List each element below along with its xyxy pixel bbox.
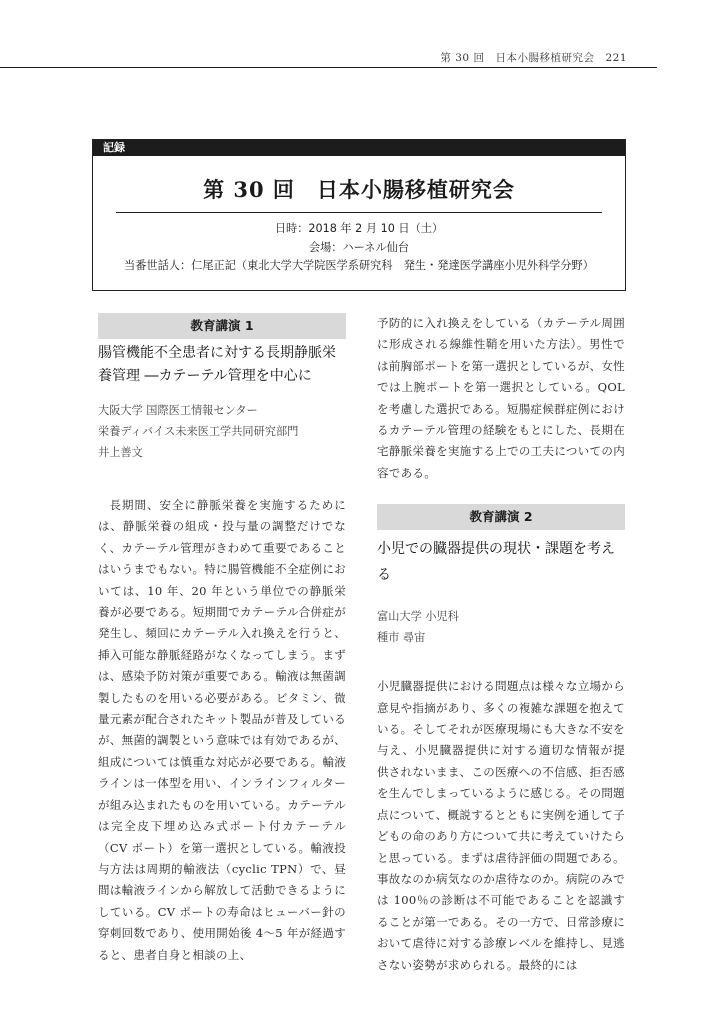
lecture2-label: 教育講演 2 xyxy=(377,504,625,530)
record-box xyxy=(92,139,626,291)
lecture1-label: 教育講演 1 xyxy=(98,313,346,339)
meeting-venue: 会場：ハーネル仙台 xyxy=(308,240,410,254)
lecture1-affiliation-line: 大阪大学 国際医工情報センター xyxy=(98,404,258,417)
meeting-info xyxy=(93,220,625,276)
meeting-organizer: 当番世話人：仁尾正記（東北大学大学院医学系研究科 発生・発達医学講座小児外科学分野） xyxy=(124,259,594,272)
lecture1-title: 腸管機能不全患者に対する長期静脈栄養管理 ―カテーテル管理を中心に xyxy=(98,345,336,384)
lecture2-affiliation xyxy=(377,606,625,648)
lecture1-affiliation-line: 栄養ディバイス未来医工学共同研究部門 xyxy=(98,425,299,438)
lecture1-affiliation xyxy=(98,400,346,463)
running-head-title: 第 30 回 日本小腸移植研究会 xyxy=(440,52,595,64)
title-rule xyxy=(116,212,602,213)
header-rule xyxy=(0,67,657,68)
running-head xyxy=(440,50,627,65)
meeting-title: 第 30 回 日本小腸移植研究会 xyxy=(203,177,515,202)
lecture2-affiliation-line: 富山大学 小児科 xyxy=(377,610,459,624)
left-column xyxy=(98,313,346,966)
lecture1-body-continued: 予防的に入れ換えをしている（カテーテル周囲に形成される線維性鞘を用いた方法）。男性では前胸部ポートを第一選択としているが、女性では上腕ポートを第一選択としている。QOL を考慮した選択である。短腸症候群症例におけるカテーテル管理の経験をもとにした、長期在宅静脈栄養を実施する上での工夫についての内容である。 xyxy=(377,316,625,480)
right-column xyxy=(377,313,625,976)
page-number: 221 xyxy=(605,52,627,64)
meeting-date: 日時：2018 年 2 月 10 日（土） xyxy=(274,222,444,235)
lecture1-author: 井上善文 xyxy=(98,446,143,459)
lecture2-title: 小児での臓器提供の現状・課題を考える xyxy=(377,541,615,584)
lecture2-section xyxy=(377,504,625,976)
record-label: 記録 xyxy=(93,140,625,156)
lecture1-body: 長期間、安全に静脈栄養を実施するためには、静脈栄養の組成・投与量の調整だけでなく、カテーテル管理がきわめて重要であることはいうまでもない。特に腸管機能不全症例においては、10 年、20 年という単位での静脈栄養が必要である。短期間でカテーテル合併症が発生し、頻回にカテーテル入れ換えを行うと、挿入可能な静脈経路がなくなってしまう。まずは、感染予防対策が重要である。輸液は無菌調製したものを用いる必要がある。ビタミン、微量元素が配合されたキット製品が普及しているが、無菌的調製という意味では有効であるが、組成については慎重な対応が必要である。輸液ラインは一体型を用い、インラインフィルターが組み込まれたものを用いている。カテーテルは完全皮下埋め込み式ポート付カテーテル（CV ポート）を第一選択としている。輸液投与方法は周期的輸液法（cyclic TPN）で、昼間は輸液ラインから解放して活動できるようにしている。CV ポートの寿命はヒューバー針の穿刺回数であり、使用開始後 4～5 年が経過すると、患者自身と相談の上、 xyxy=(98,498,346,962)
lecture2-author: 種市 尋宙 xyxy=(377,631,426,645)
lecture2-body: 小児臓器提供における問題点は様々な立場から意見や指摘があり、多くの複雑な課題を抱えている。そしてそれが医療現場にも大きな不安を与え、小児臓器提供に対する適切な情報が提供されないまま、この医療への不信感、拒否感を生んでしまっているように感じる。その問題点について、概説するとともに実例を通して子どもの命のあり方について共に考えていけたらと思っている。まずは虐待評価の問題である。事故なのか病気なのか虐待なのか。病院のみでは 100％の診断は不可能であることを認識することが第一である。その一方で、日常診療において虐待に対する診療レベルを維持し、見逃さない姿勢が求められる。最終的には xyxy=(377,679,625,972)
